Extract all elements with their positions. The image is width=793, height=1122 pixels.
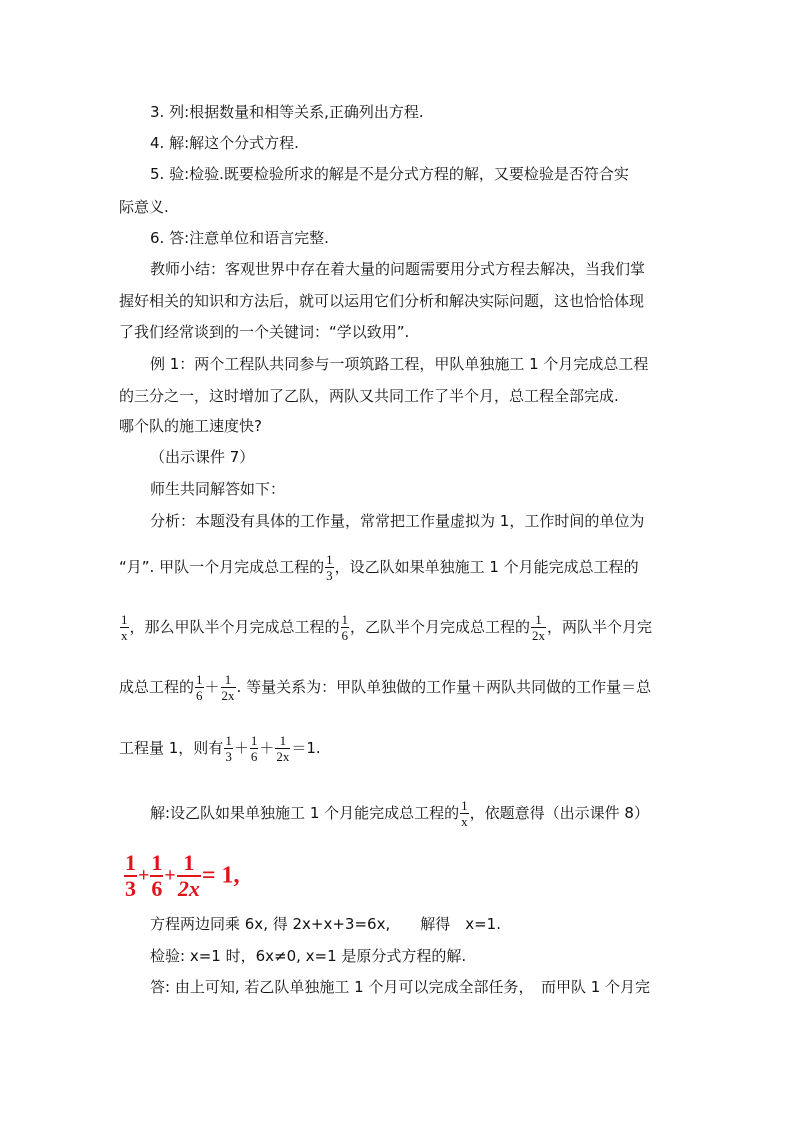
- fraction-denominator: 2x: [276, 749, 290, 764]
- fraction-denominator: 2x: [221, 688, 235, 703]
- highlighted-equation: [123, 850, 240, 901]
- fraction-numerator: 1: [341, 612, 349, 627]
- example-line-1: 例 1：两个工程队共同参与一项筑路工程，甲队单独施工 1 个月完成总工程: [150, 355, 649, 373]
- example-line-3: 哪个队的施工速度快?: [119, 417, 262, 435]
- fraction-1-3: [325, 552, 334, 583]
- equation-numerator: 1: [177, 851, 201, 877]
- example-line-2: 的三分之一，这时增加了乙队，两队又共同工作了半个月，总工程全部完成.: [119, 387, 619, 405]
- fraction-numerator: 1: [275, 733, 290, 749]
- solution-text: 解:设乙队如果单独施工 1 个月能完成总工程的: [150, 804, 460, 822]
- analysis-line-2: [119, 550, 639, 584]
- equation-numerator: 1: [151, 849, 163, 875]
- fraction-1-x: [460, 798, 469, 829]
- analysis-line-3: [119, 610, 652, 644]
- fraction-denominator: 6: [196, 688, 203, 703]
- fraction-numerator: 1: [121, 612, 128, 627]
- equation-denominator: 6: [151, 875, 163, 901]
- analysis-text: . 等量关系为：甲队单独做的工作量＋两队共同做的工作量＝总: [236, 678, 652, 696]
- solution-line-4: 答: 由上可知, 若乙队单独施工 1 个月可以完成全部任务， 而甲队 1 个月完: [150, 978, 651, 996]
- fraction-numerator: 1: [225, 733, 232, 748]
- summary-line-2: 握好相关的知识和方法后，就可以运用它们分析和解决实际问题，这也恰恰体现: [119, 292, 645, 310]
- plus-sign: ＋: [259, 739, 275, 757]
- fraction-1-6: [341, 612, 350, 643]
- analysis-text: 工程量 1，则有: [119, 739, 224, 757]
- fraction-1-6: [195, 672, 204, 703]
- fraction-denominator: 6: [250, 749, 258, 764]
- fraction-denominator: 3: [225, 749, 232, 764]
- fraction-numerator: 1: [196, 672, 203, 687]
- fraction-denominator: 6: [341, 628, 349, 643]
- fraction-denominator: 3: [326, 568, 333, 583]
- fraction-1-2x: [531, 612, 546, 643]
- fraction-numerator: 1: [250, 733, 258, 748]
- step-6: 6. 答:注意单位和语言完整.: [150, 229, 329, 247]
- fraction-1-2x: [221, 672, 236, 703]
- step-5-line-1: 5. 验:检验.既要检验所求的解是不是分式方程的解，又要检验是否符合实: [150, 165, 629, 183]
- summary-line-1: 教师小结：客观世界中存在着大量的问题需要用分式方程去解决，当我们掌: [150, 260, 646, 278]
- equation-denominator: 2x: [177, 875, 200, 901]
- fraction-denominator: 2x: [532, 628, 546, 643]
- equation-fraction-1-3: [124, 851, 137, 901]
- summary-line-3: 了我们经常谈到的一个关键词：“学以致用”.: [119, 323, 410, 341]
- fraction-1-x: [120, 612, 129, 643]
- equation-equals-one: = 1,: [201, 862, 240, 889]
- solution-line-1: [150, 796, 649, 830]
- fraction-1-6: [250, 733, 259, 764]
- step-4: 4. 解:解这个分式方程.: [150, 134, 299, 152]
- fraction-numerator: 1: [461, 798, 468, 813]
- analysis-text: ，那么甲队半个月完成总工程的: [129, 618, 340, 636]
- fraction-denominator: x: [461, 814, 468, 829]
- together-line: 师生共同解答如下：: [150, 480, 286, 498]
- fraction-1-2x: [275, 733, 290, 764]
- step-3: 3. 列:根据数量和相等关系,正确列出方程.: [150, 103, 424, 121]
- analysis-line-5: [119, 731, 321, 765]
- equation-plus-sign: +: [138, 864, 150, 887]
- analysis-line-4: [119, 670, 651, 704]
- fraction-numerator: 1: [221, 672, 236, 688]
- plus-sign: ＋: [233, 739, 249, 757]
- equation-denominator: 3: [125, 875, 136, 901]
- equation-plus-sign: +: [164, 864, 176, 887]
- analysis-text: ＝1.: [291, 739, 321, 757]
- fraction-1-3: [224, 733, 233, 764]
- equation-fraction-1-2x: [177, 851, 201, 901]
- solution-line-2: 方程两边同乘 6x, 得 2x+x+3=6x, 解得 x=1.: [150, 915, 501, 933]
- analysis-text: ，两队半个月完: [547, 618, 653, 636]
- fraction-denominator: x: [121, 628, 128, 643]
- equation-fraction-1-6: [150, 851, 163, 901]
- solution-text: ，依题意得（出示课件 8）: [469, 804, 649, 822]
- plus-sign: ＋: [204, 678, 220, 696]
- analysis-text: 成总工程的: [119, 678, 195, 696]
- solution-line-3: 检验: x=1 时，6x≠0, x=1 是原分式方程的解.: [150, 947, 467, 965]
- fraction-numerator: 1: [531, 612, 546, 628]
- analysis-text: ，设乙队如果单独施工 1 个月能完成总工程的: [334, 558, 639, 576]
- step-5-line-2: 际意义.: [119, 198, 169, 216]
- equation-numerator: 1: [125, 849, 136, 875]
- courseware-7-note: （出示课件 7）: [150, 448, 255, 466]
- analysis-line-1: 分析：本题没有具体的工作量，常常把工作量虚拟为 1，工作时间的单位为: [150, 512, 645, 530]
- analysis-text: ，乙队半个月完成总工程的: [350, 618, 531, 636]
- fraction-numerator: 1: [326, 552, 333, 567]
- analysis-text: “月”. 甲队一个月完成总工程的: [119, 558, 325, 576]
